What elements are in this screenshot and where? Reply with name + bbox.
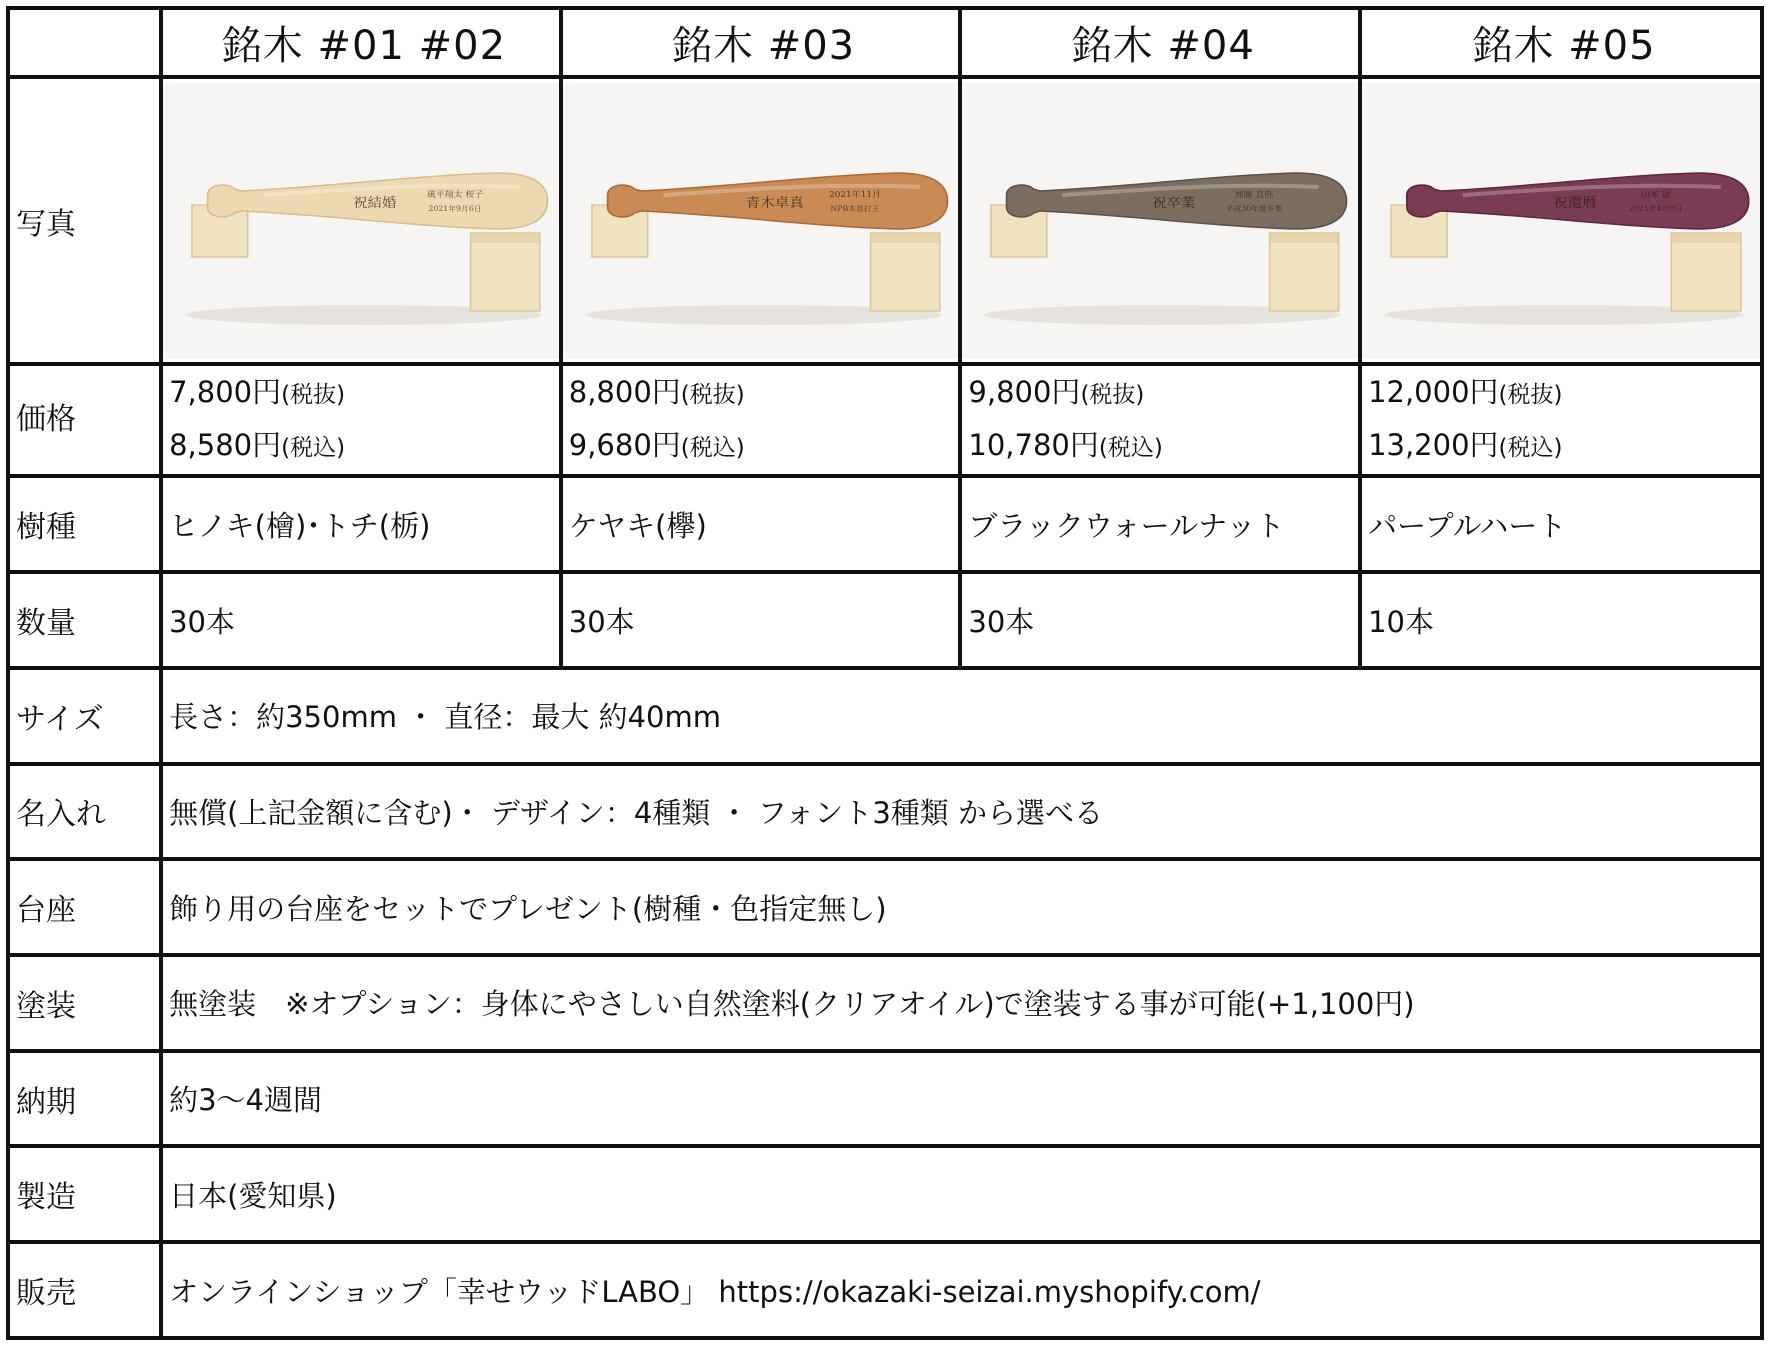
column-header: 銘木 #01 #02 (161, 8, 561, 77)
price-excl: 8,800円 (568, 375, 681, 410)
price-excl: 7,800円 (169, 375, 282, 410)
tax-excl-tag: (税抜) (281, 382, 346, 409)
size-row (8, 668, 1762, 764)
bat-engraving-date: 2021年9月6日 (428, 204, 482, 213)
bat-engraving-sub: 加藤 直弥 (1235, 189, 1274, 199)
price-excl: 12,000円 (1368, 375, 1499, 410)
bat-engraving-main: 青木卓真 (745, 195, 804, 211)
engraving-cell: 無償(上記金額に含む)・ デザイン：4種類 ・ フォント3種類 から選べる (161, 764, 1762, 860)
bat-engraving-sub: 風平翔太 桜子 (426, 189, 484, 199)
tax-incl-tag: (税込) (1498, 435, 1563, 462)
qty-row (8, 572, 1762, 668)
price-cell (1360, 364, 1762, 476)
bat-engraving-sub: 山本 猛 (1640, 190, 1671, 200)
engraving-row (8, 764, 1762, 860)
product-photo (1360, 77, 1762, 364)
stand-block-top (1270, 233, 1339, 243)
header-row (8, 8, 1762, 77)
delivery-row (8, 1051, 1762, 1147)
wood-cell: パープルハート (1360, 476, 1762, 572)
row-label-engraving: 名入れ (8, 764, 161, 860)
tax-incl-tag: (税込) (1098, 435, 1163, 462)
stand-block-top (1671, 233, 1740, 243)
price-cell (960, 364, 1360, 476)
bat-engraving-date: 2021年4月8日 (1629, 204, 1683, 213)
row-label-size: サイズ (8, 668, 161, 764)
tax-incl-tag: (税込) (281, 435, 346, 462)
price-incl: 9,680円 (568, 428, 681, 463)
tax-incl-tag: (税込) (680, 435, 745, 462)
wood-cell: ブラックウォールナット (960, 476, 1360, 572)
price-excl: 9,800円 (968, 375, 1081, 410)
bat-photo (563, 83, 959, 359)
photo-row (8, 77, 1762, 364)
stand-block-top (870, 233, 939, 243)
qty-cell: 30本 (960, 572, 1360, 668)
tax-excl-tag: (税抜) (1080, 382, 1145, 409)
bat-photo (962, 83, 1358, 359)
product-photo (561, 77, 961, 364)
stand-block-right (1270, 233, 1339, 311)
sales-row (8, 1242, 1762, 1338)
row-label-sales: 販売 (8, 1242, 161, 1338)
qty-cell: 30本 (161, 572, 561, 668)
made-row (8, 1146, 1762, 1242)
corner-cell (8, 8, 161, 77)
bat-photo (1362, 83, 1760, 359)
bat-engraving-main: 祝卒業 (1152, 195, 1196, 211)
column-header: 銘木 #04 (960, 8, 1360, 77)
bat-engraving-date: 平成30年度卒業 (1226, 204, 1283, 213)
row-label-finish: 塗装 (8, 955, 161, 1051)
price-cell (561, 364, 961, 476)
product-photo (960, 77, 1360, 364)
stand-cell: 飾り用の台座をセットでプレゼント(樹種・色指定無し) (161, 859, 1762, 955)
stand-block-right (471, 233, 540, 311)
sales-cell: オンラインショップ「幸せウッドLABO」 https://okazaki-seizai.myshopify.com/ (161, 1242, 1762, 1338)
delivery-cell: 約3～4週間 (161, 1051, 1762, 1147)
bat-engraving-date: NPB本塁打王 (830, 204, 880, 213)
finish-row (8, 955, 1762, 1051)
price-cell (161, 364, 561, 476)
price-row (8, 364, 1762, 476)
bat-engraving-main: 祝結婚 (353, 195, 397, 211)
size-cell: 長さ：約350mm ・ 直径：最大 約40mm (161, 668, 1762, 764)
finish-cell: 無塗装 ※オプション：身体にやさしい自然塗料(クリアオイル)で塗装する事が可能(+1,100円) (161, 955, 1762, 1051)
bat-photo (163, 83, 559, 359)
row-label-wood: 樹種 (8, 476, 161, 572)
wood-cell: ヒノキ(檜)･トチ(栃) (161, 476, 561, 572)
stand-block-top (471, 233, 540, 243)
bat-engraving-sub: 2021年11月 (828, 189, 881, 199)
qty-cell: 10本 (1360, 572, 1762, 668)
price-incl: 8,580円 (169, 428, 282, 463)
tax-excl-tag: (税抜) (680, 382, 745, 409)
column-header: 銘木 #05 (1360, 8, 1762, 77)
price-incl: 10,780円 (968, 428, 1099, 463)
column-header: 銘木 #03 (561, 8, 961, 77)
bat-engraving-main: 祝還暦 (1553, 195, 1597, 211)
row-label-delivery: 納期 (8, 1051, 161, 1147)
stand-block-right (870, 233, 939, 311)
row-label-qty: 数量 (8, 572, 161, 668)
row-label-photo: 写真 (8, 77, 161, 364)
made-cell: 日本(愛知県) (161, 1146, 1762, 1242)
tax-excl-tag: (税抜) (1498, 382, 1563, 409)
row-label-stand: 台座 (8, 859, 161, 955)
qty-cell: 30本 (561, 572, 961, 668)
stand-block-right (1671, 233, 1740, 311)
product-photo (161, 77, 561, 364)
wood-cell: ケヤキ(欅) (561, 476, 961, 572)
row-label-price: 価格 (8, 364, 161, 476)
spec-table (6, 6, 1764, 1340)
wood-row (8, 476, 1762, 572)
price-incl: 13,200円 (1368, 428, 1499, 463)
stand-row (8, 859, 1762, 955)
row-label-made: 製造 (8, 1146, 161, 1242)
